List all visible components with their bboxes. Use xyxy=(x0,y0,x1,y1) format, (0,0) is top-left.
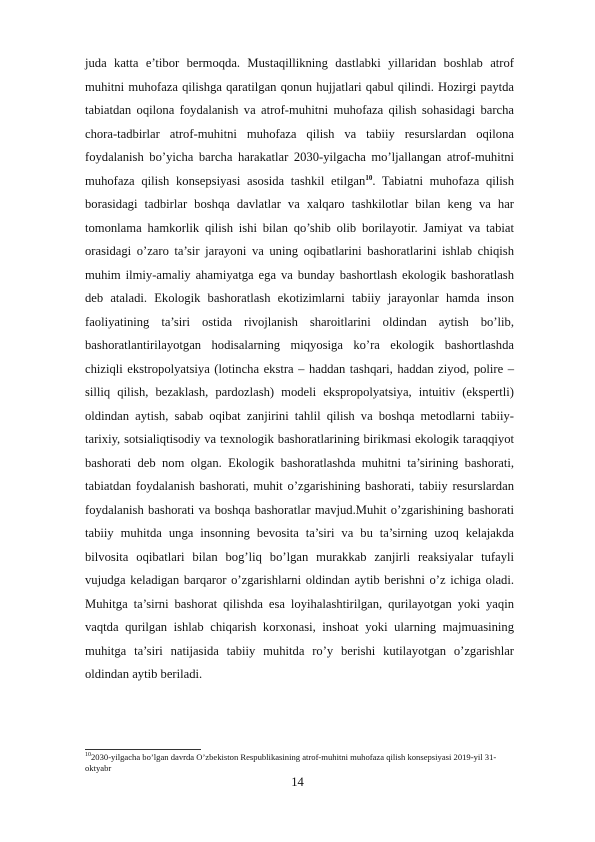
paragraph-text-part-1: juda katta e’tibor bermoqda. Mustaqillikning dastlabki yillaridan boshlab atrof muhitni muhofaza qilishga qaratilgan qonun hujjatlari qabul qilindi. Hozirgi paytda tabiatdan oqilona foydalanish va atrof-muhitni muhofaza qilish sohasidagi barcha chora-tadbirlar atrof-muhitni muhofaza qilish va tabiiy resurslardan oqilona foydalanish bo’yicha barcha harakatlar 2030-yilgacha mo’ljallangan atrof-muhitni muhofaza qilish konsepsiyasi asosida tashkil etilgan xyxy=(85,56,514,188)
paragraph-text-part-2: . Tabiatni muhofaza qilish borasidagi tadbirlar boshqa davlatlar va xalqaro tashkilotlar bilan keng va har tomonlama hamkorlik qilish ishi bilan qo’shib olib borilayotir. Jamiyat va tabiat orasidagi o’zaro ta’sir jarayoni va uning oqibatlarini bashoratlarini ishlab chiqish muhim ilmiy-amaliy ahamiyatga ega va bunday bashortlash ekologik bashoratlash deb ataladi. Ekologik bashoratlash ekotizimlarni tabiiy jarayonlar hamda inson faoliyatining ta’siri ostida rivojlanish sharoitlarini oldindan aytish bo’lib, bashoratlantirilayotgan hodisalarning miqyosiga ko’ra ekologik bashortlashda chiziqli ekstropolyatsiya (lotincha ekstra – haddan tashqari, haddan ziyod, polire – silliq qilish, bezaklash, pardozlash) modeli ekspropolyatsiya, intuitiv (ekspertli) oldindan aytish, sabab oqibat zanjirini tahlil qilish va boshqa metodlarni tabiiy-tarixiy, sotsialiqtisodiy va texnologik bashoratlarining birikmasi ekologik taraqqiyot bashorati deb nom olgan. Ekologik bashoratlashda muhitni ta’sirining bashorati, tabiatdan foydalanish bashorati, muhit o’zgarishining bashorati, tabiiy resurslardan foydalanish bashorati va boshqa bashoratlar mavjud.Muhit o’zgarishining bashorati tabiiy muhitda unga insonning bevosita ta’siri va bu ta’sirning uzoq kelajakda bilvosita oqibatlari bilan bog’liq bo’lgan murakkab zanjirli reaksiyalar tufayli vujudga keladigan barqaror o’zgarishlarni oldindan aytib berishni o’z ichiga oladi. Muhitga ta’sirni bashorat qilishda esa loyihalashtirilgan, qurilayotgan yoki yaqin vaqtda qurilgan ishlab chiqarish korxonasi, inshoat yoki ularning majmuasining muhitga ta’siri natijasida tabiiy muhitda ro’y berishi kutilayotgan o’zgarishlar oldindan aytib beriladi. xyxy=(85,173,514,681)
page-number: 14 xyxy=(291,775,304,789)
footnote-reference[interactable]: 10 xyxy=(365,173,373,182)
body-paragraph xyxy=(85,52,514,687)
footnote xyxy=(85,752,514,774)
footnote-mark: 10 xyxy=(85,752,91,759)
footnote-separator xyxy=(85,749,201,750)
footnote-text: 2030-yilgacha bo’lgan davrda O’zbekiston Respublikasining atrof-muhitni muhofaza qilish konsepsiyasi 2019-yil 31-oktyabr xyxy=(85,752,497,773)
